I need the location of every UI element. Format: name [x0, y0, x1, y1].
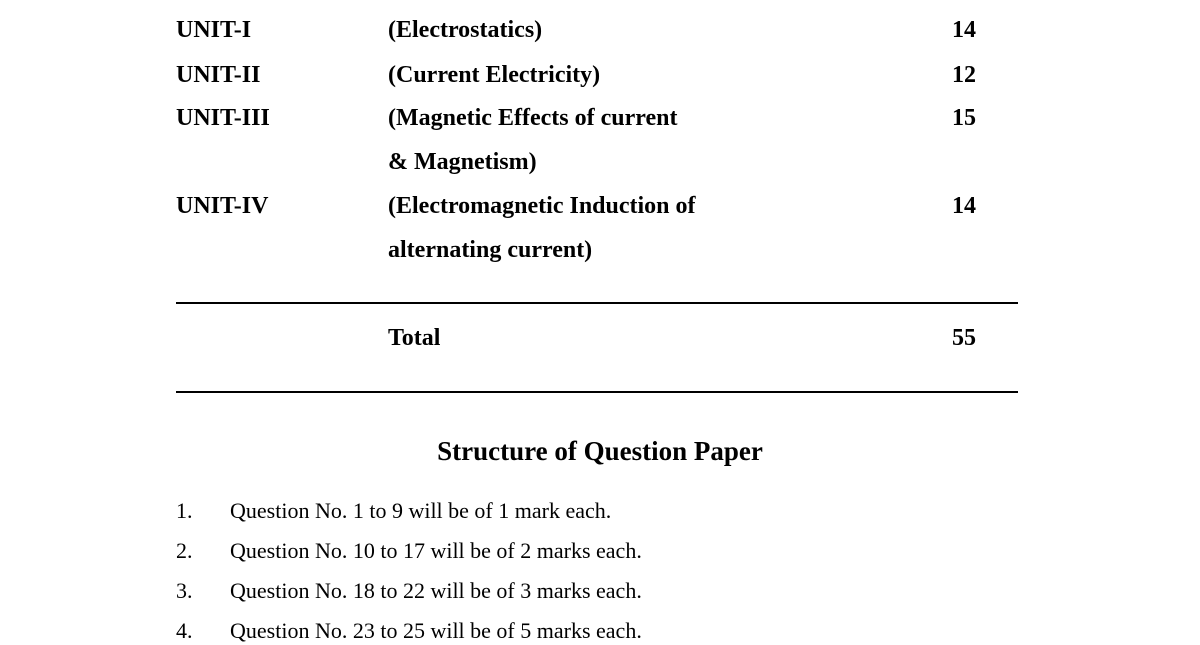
unit-marks: 14	[952, 17, 976, 43]
list-item-number: 2.	[176, 538, 193, 563]
unit-label: UNIT-II	[176, 62, 261, 88]
list-item-text: Question No. 18 to 22 will be of 3 marks each.	[230, 578, 642, 603]
unit-topic-continuation: & Magnetism)	[388, 149, 537, 175]
unit-label: UNIT-IV	[176, 193, 269, 219]
unit-marks: 15	[952, 105, 976, 131]
list-item-number: 4.	[176, 618, 193, 643]
horizontal-rule	[176, 391, 1018, 393]
list-item-number: 1.	[176, 498, 193, 523]
unit-topic: (Electrostatics)	[388, 17, 543, 43]
total-label: Total	[388, 325, 441, 351]
unit-marks: 12	[952, 62, 976, 88]
list-item-text: Question No. 23 to 25 will be of 5 marks each.	[230, 618, 642, 643]
list-item-text: Question No. 1 to 9 will be of 1 mark each.	[230, 498, 612, 523]
unit-label: UNIT-I	[176, 17, 252, 43]
list-item-text: Question No. 10 to 17 will be of 2 marks each.	[230, 538, 642, 563]
total-marks: 55	[952, 325, 976, 351]
unit-topic-continuation: alternating current)	[388, 237, 593, 263]
horizontal-rule	[176, 302, 1018, 304]
list-item-number: 3.	[176, 578, 193, 603]
unit-topic: (Current Electricity)	[388, 62, 601, 88]
unit-label: UNIT-III	[176, 105, 270, 131]
section-heading: Structure of Question Paper	[437, 436, 763, 466]
unit-topic: (Electromagnetic Induction of	[388, 193, 696, 219]
unit-topic: (Magnetic Effects of current	[388, 105, 678, 131]
unit-marks: 14	[952, 193, 976, 219]
